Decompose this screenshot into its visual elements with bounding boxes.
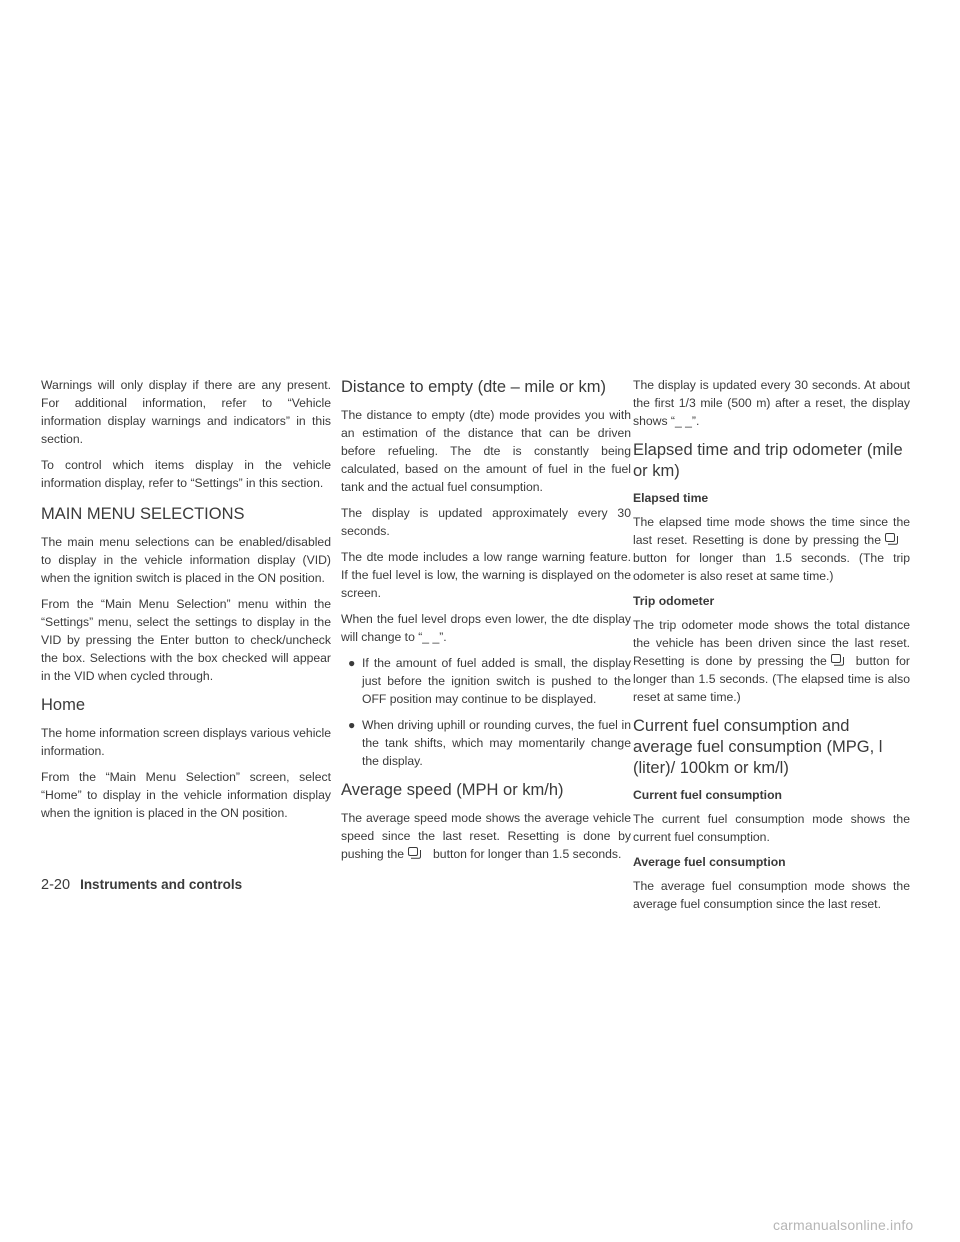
- list-item: [341, 654, 631, 708]
- page-footer: [41, 877, 242, 893]
- bullet-icon: ●: [348, 656, 356, 670]
- subheading-trip-odometer: Trip odometer: [633, 594, 715, 608]
- paragraph: [633, 616, 910, 706]
- paragraph: The current fuel consumption mode shows the current fuel consumption.: [633, 812, 910, 844]
- text: The elapsed time mode shows the time since the last reset. Resetting is done by pressing the: [633, 515, 910, 547]
- column-right: [633, 376, 910, 921]
- heading-home: Home: [41, 696, 86, 714]
- heading-elapsed-time-trip-odometer: Elapsed time and trip odometer (mile or km): [633, 441, 903, 480]
- heading-average-speed: Average speed (MPH or km/h): [341, 781, 564, 799]
- paragraph: [341, 809, 631, 863]
- heading-main-menu-selections: MAIN MENU SELECTIONS: [41, 505, 245, 523]
- reset-button-icon: [408, 846, 421, 858]
- heading-fuel-consumption: Current fuel consumption and average fuel consumption (MPG, l (liter)/ 100km or km/l): [633, 717, 883, 777]
- paragraph: To control which items display in the vehicle information display, refer to “Settings” in this section.: [41, 458, 331, 490]
- list-item-text: When driving uphill or rounding curves, the fuel in the tank shifts, which may momentarily change the display.: [362, 718, 631, 768]
- paragraph: The distance to empty (dte) mode provides you with an estimation of the distance that can be driven before refueling. The dte is constantly being calculated, based on the amount of fuel in the fuel tank and the actual fuel consumption.: [341, 408, 631, 494]
- column-middle: [341, 376, 631, 871]
- paragraph: [633, 513, 910, 585]
- text: The average speed mode shows the average vehicle speed since the last reset. Resetting is done by pushing the: [341, 811, 631, 861]
- paragraph: From the “Main Menu Selection” screen, select “Home” to display in the vehicle information display when the ignition is placed in the ON position.: [41, 770, 331, 820]
- section-title: Instruments and controls: [80, 877, 243, 892]
- text: button for longer than 1.5 seconds. (The trip odometer is also reset at same time.): [633, 551, 910, 583]
- paragraph: The display is updated approximately every 30 seconds.: [341, 506, 631, 538]
- paragraph: When the fuel level drops even lower, the dte display will change to “_ _”.: [341, 612, 631, 644]
- paragraph: The home information screen displays various vehicle information.: [41, 726, 331, 758]
- column-left: [41, 376, 331, 830]
- list-item-text: If the amount of fuel added is small, the display just before the ignition switch is pushed to the OFF position may continue to be displayed.: [362, 656, 631, 706]
- watermark: carmanualsonline.info: [773, 1217, 914, 1233]
- text: The trip odometer mode shows the total distance the vehicle has been driven since the last reset. Resetting is done by pressing the: [633, 618, 910, 668]
- list-item: [341, 716, 631, 770]
- text: button for longer than 1.5 seconds. (The elapsed time is also reset at same time.): [633, 654, 910, 704]
- heading-distance-to-empty: Distance to empty (dte – mile or km): [341, 378, 606, 396]
- subheading-current-fuel-consumption: Current fuel consumption: [633, 788, 782, 802]
- paragraph: From the “Main Menu Selection” menu within the “Settings” menu, select the settings to display in the VID by pressing the Enter button to check/uncheck the box. Selections with the box checked will appear in the VID when cycled through.: [41, 597, 331, 683]
- paragraph: The main menu selections can be enabled/disabled to display in the vehicle information display (VID) when the ignition switch is placed in the ON position.: [41, 535, 331, 585]
- paragraph: The dte mode includes a low range warning feature. If the fuel level is low, the warning is displayed on the screen.: [341, 550, 631, 600]
- bullet-list: [341, 654, 631, 770]
- reset-button-icon: [831, 653, 844, 665]
- paragraph: The display is updated every 30 seconds. At about the first 1/3 mile (500 m) after a reset, the display shows “_ _”.: [633, 378, 910, 428]
- subheading-average-fuel-consumption: Average fuel consumption: [633, 855, 786, 869]
- paragraph: The average fuel consumption mode shows the average fuel consumption since the last reset.: [633, 879, 910, 911]
- text: button for longer than 1.5 seconds.: [433, 847, 622, 861]
- paragraph: Warnings will only display if there are any present. For additional information, refer to “Vehicle information display warnings and indicators” in this section.: [41, 378, 331, 446]
- subheading-elapsed-time: Elapsed time: [633, 491, 709, 505]
- reset-button-icon: [885, 532, 898, 544]
- page-number: 2-20: [41, 877, 71, 893]
- bullet-icon: ●: [348, 718, 356, 732]
